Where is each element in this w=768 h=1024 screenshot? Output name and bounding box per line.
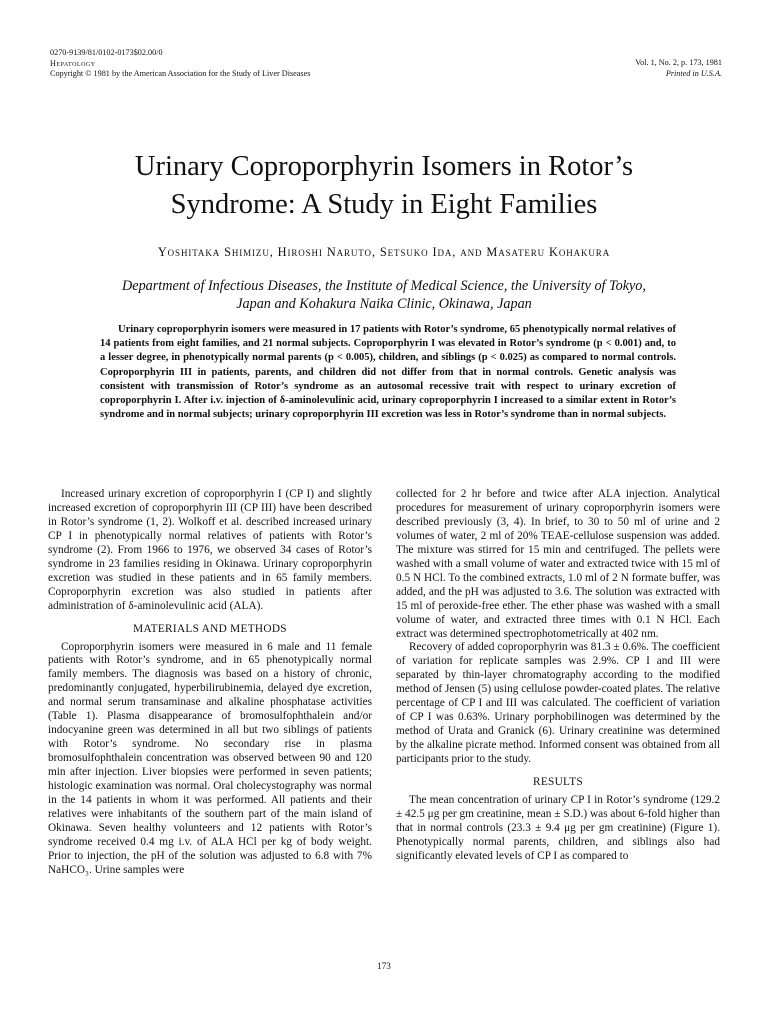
affiliation (40, 277, 728, 313)
journal-metadata (50, 48, 310, 80)
intro-paragraph: Increased urinary excretion of coproporphyrin I (CP I) and slightly increased excretion of coproporphyrin III (CP III) have been described in Rotor’s syndrome (1, 2). Wolkoff et al. described increased urinary CP I in phenotypically normal relatives of patients with Rotor’s syndrome (2). From 1966 to 1976, we observed 34 cases of Rotor’s syndrome in 23 families residing in Okinawa. Urinary coproporphyrin excretion was studied in these patients and in 65 family members. Coproporphyrin excretion was also studied in patients after administration of δ-aminolevulinic acid (ALA). (48, 488, 372, 612)
methods-heading: MATERIALS AND METHODS (133, 622, 287, 635)
article-title-line2: Syndrome: A Study in Eight Families (170, 189, 598, 220)
recovery-paragraph: Recovery of added coproporphyrin was 81.3 ± 0.6%. The coefficient of variation for replicate samples was 2.9%. CP I and III were separated by thin-layer chromatography according to the modified method of Jensen (5) using cellulose powder-coated plates. The relative percentage of CP I and III was calculated. The coefficient of variation of CP I was 0.63%. Urinary porphobilinogen was determined by the method of Urata and Granick (6). Urinary creatinine was determined by the alkaline picrate method. Informed consent was obtained from all participants prior to the study. (396, 641, 720, 766)
volume-info: Vol. 1, No. 2, p. 173, 1981 (635, 58, 722, 67)
affiliation-line2: Japan and Kohakura Naika Clinic, Okinawa, Japan (236, 296, 532, 312)
article-title-line1: Urinary Coproporphyrin Isomers in Rotor’s (134, 151, 634, 182)
results-heading: RESULTS (532, 776, 584, 789)
body-column-right (396, 488, 720, 864)
author-list: Yoshitaka Shimizu, Hiroshi Naruto, Setsuko Ida, and Masateru Kohakura (157, 245, 611, 259)
page-number: 173 (377, 961, 391, 971)
results-paragraph: The mean concentration of urinary CP I in Rotor’s syndrome (129.2 ± 42.5 μg per gm creatinine, mean ± S.D.) was about 6-fold higher than that in normal controls (23.3 ± 9.4 μg per gm creatinine) (Figure 1). Phenotypically normal parents, children, and siblings also had significantly elevated levels of CP I as compared to (396, 794, 720, 862)
methods-paragraph: Coproporphyrin isomers were measured in 6 male and 11 female patients with Rotor’s syndrome, and in 65 phenotypically normal family members. The diagnosis was based on a history of chronic, predominantly conjugated, hyperbilirubinemia, delayed dye excretion, and normal serum transaminase and alkaline phosphatase activities (Table 1). Plasma disappearance of bromosulfophthalein and/or indocyanine green was determined in all but two siblings of patients with Rotor’s syndrome. No secondary rise in plasma bromosulfophthalein concentration was observed between 90 and 120 min after injection. Liver biopsies were performed in seven patients; histologic examination was normal. Oral cholecystography was normal in the 14 patients in whom it was performed. All patients and their relatives were inhabitants of the southern part of the main island of Okinawa. Seven healthy volunteers and 12 patients with Rotor’s syndrome received 0.4 mg i.v. of ALA HCl per kg of body weight. Prior to injection, the pH of the solution was adjusted to 6.8 with 7% NaHCO₃. Urine samples were (48, 640, 372, 876)
methods-continued-paragraph: collected for 2 hr before and twice after ALA injection. Analytical procedures for measurement of urinary coproporphyrin isomers were described previously (3, 4). In brief, to 30 to 50 ml of urine and 2 volumes of water, 2 ml of 20% TEAE-cellulose suspension was added. The mixture was stirred for 15 min and centrifuged. The pellets were washed with a small volume of water and extracted twice with 15 ml of 0.5 N HCl. To the combined extracts, 1.0 ml of 2 N formate buffer, was added, and the pH was adjusted to 3.6. The solution was extracted with 15 ml of peroxide-free ether. The ether phase was washed with a small volume of water, and extracted three times with 0.1 N HCl. Each extract was determined spectrophotometrically at 402 nm. (396, 488, 720, 640)
journal-name: Hepatology (50, 58, 96, 68)
body-column-left (48, 488, 372, 878)
volume-metadata (635, 58, 722, 79)
affiliation-line1: Department of Infectious Diseases, the Institute of Medical Science, the University of Tokyo, (122, 278, 646, 294)
copyright-notice: Copyright © 1981 by the American Association for the Study of Liver Diseases (50, 69, 311, 78)
abstract: Urinary coproporphyrin isomers were measured in 17 patients with Rotor’s syndrome, 65 phenotypically normal relatives of 14 patients from eight families, and 21 normal subjects. Coproporphyrin I was elevated in Rotor’s syndrome (p < 0.001) and, to a lesser degree, in phenotypically normal parents (p < 0.005), children, and siblings (p < 0.025) as compared to normal controls. Coproporphyrin III in patients, parents, and children did not differ from that in normal controls. Genetic analysis was consistent with transmission of Rotor’s syndrome as an autosomal recessive trait with respect to urinary excretion of coproporphyrin I. After i.v. injection of δ-aminolevulinic acid, urinary coproporphyrin I increased to a similar extent in Rotor’s syndrome and in normal subjects; urinary coproporphyrin III excretion was less in Rotor’s syndrome than in normal subjects. (100, 324, 676, 421)
article-title (40, 148, 728, 224)
issn-code: 0270-9139/81/0102-0173$02.00/0 (50, 48, 163, 57)
printed-in: Printed in U.S.A. (665, 68, 722, 78)
